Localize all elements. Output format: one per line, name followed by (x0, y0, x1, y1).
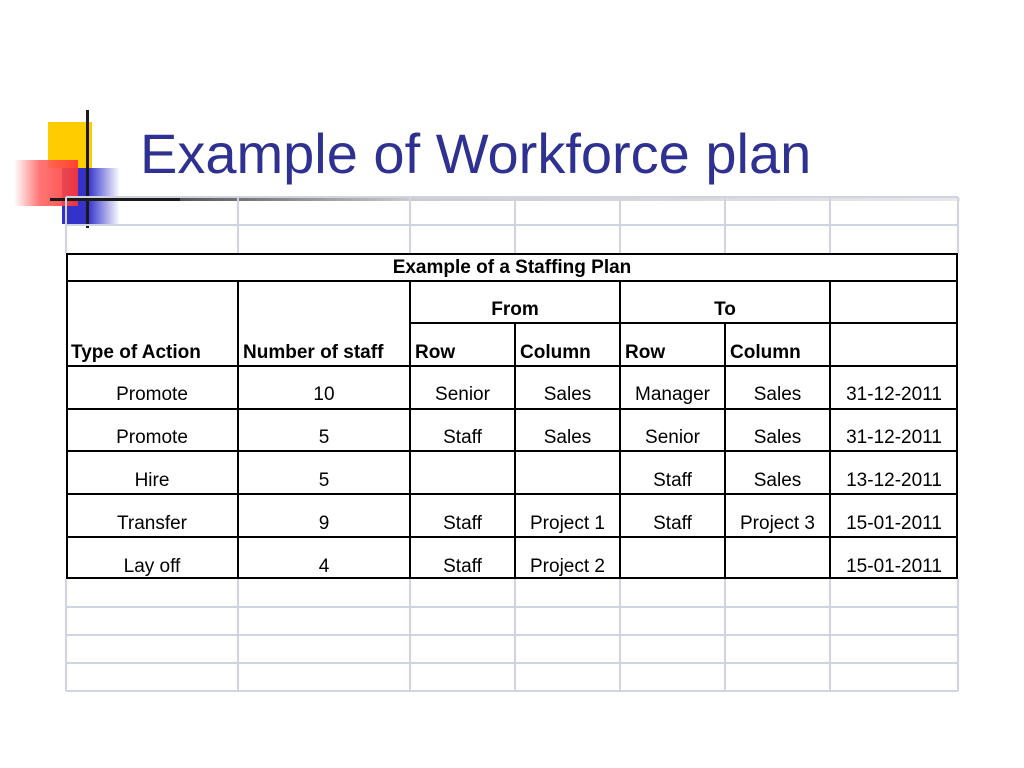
rule-row-3 (66, 493, 958, 495)
header-from-row: Row (415, 342, 456, 363)
table-cell: Sales (753, 384, 802, 405)
table-cell: Staff (653, 470, 692, 491)
rule-under-group (410, 322, 958, 324)
rule-under-header (66, 365, 958, 367)
header-type-of-action: Type of Action (71, 342, 201, 363)
table-cell: 5 (318, 427, 330, 448)
table-cell: 5 (318, 470, 330, 491)
table-cell: 31-12-2011 (846, 427, 942, 448)
rule-row-1 (66, 408, 958, 410)
table-cell: 15-01-2011 (846, 556, 942, 577)
table-cell: Promote (116, 427, 188, 448)
table-cell: Hire (134, 470, 170, 491)
page-title: Example of Workforce plan (140, 122, 812, 185)
header-to-column: Column (730, 342, 801, 363)
table-cell: 15-01-2011 (846, 513, 942, 534)
table-cell: Sales (753, 427, 802, 448)
table-cell: Manager (635, 384, 710, 405)
table-cell: Sales (753, 470, 802, 491)
table-cell: Staff (443, 513, 482, 534)
table-cell: 13-12-2011 (846, 470, 942, 491)
table-caption: Example of a Staffing Plan (392, 257, 632, 278)
table-cell: Lay off (123, 556, 181, 577)
table-cell: Staff (443, 556, 482, 577)
table-cell: Senior (645, 427, 700, 448)
table-cell: 9 (318, 513, 330, 534)
col-rule-3 (514, 322, 516, 578)
header-from-column: Column (520, 342, 591, 363)
header-to-row: Row (625, 342, 666, 363)
table-cell: Project 3 (740, 513, 815, 534)
group-header-from: From (491, 299, 539, 320)
table-cell: Project 2 (530, 556, 605, 577)
table-cell: Staff (653, 513, 692, 534)
table-cell: Sales (543, 384, 592, 405)
table-cell: 31-12-2011 (846, 384, 942, 405)
table-cell: Senior (435, 384, 490, 405)
group-header-to: To (714, 299, 736, 320)
rule-row-4 (66, 536, 958, 538)
rule-row-2 (66, 450, 958, 452)
col-rule-5 (724, 322, 726, 578)
rule-under-caption (66, 280, 958, 282)
table-cell: Staff (443, 427, 482, 448)
header-number-of-staff: Number of staff (243, 342, 384, 363)
table-cell: Sales (543, 427, 592, 448)
table-cell: Promote (116, 384, 188, 405)
table-cell: Transfer (116, 513, 188, 534)
table-cell: 4 (318, 556, 330, 577)
table-cell: Project 1 (530, 513, 605, 534)
table-cell: 10 (313, 384, 335, 405)
